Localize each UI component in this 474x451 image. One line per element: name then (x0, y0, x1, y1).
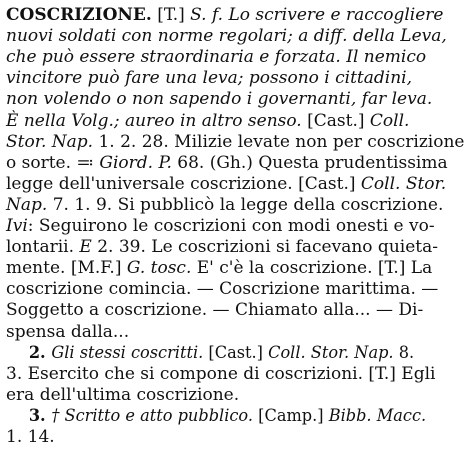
quote-text: 68. (Gh.) Questa prudentissima (171, 152, 448, 173)
citation-source: Nap. (6, 194, 48, 215)
entry-line (6, 363, 468, 385)
quote-text: 3. Esercito che si compone di coscrizioni. [T.] Egli (6, 363, 436, 384)
source-tag: [Camp.] (253, 405, 329, 426)
definition-text: non volendo o non sapendo i governanti, far leva. (6, 89, 433, 110)
definition-text: È nella Volg.; aureo in altro senso. (6, 110, 302, 131)
entry-line (6, 236, 468, 258)
quote-text: 1. 14. (6, 427, 55, 447)
dictionary-entry (6, 4, 468, 447)
entry-line (6, 173, 468, 195)
entry-line (6, 257, 468, 279)
source-tag: [Cast.] (203, 342, 269, 363)
quote-text: Soggetto a coscrizione. — Chiamato alla... — Di- (6, 300, 424, 321)
quote-text: legge dell'universale coscrizione. [Cast.] (6, 173, 361, 194)
sense-number: 2. (28, 342, 52, 363)
quote-text: era dell'ultima coscrizione. (6, 384, 240, 405)
definition-text: S. f. Lo scrivere e raccogliere (190, 5, 444, 25)
quote-text: 8. (393, 342, 415, 363)
entry-line (6, 67, 468, 89)
definition-text: vincitore può fare una leva; possono i cittadini, (6, 68, 412, 89)
quote-text: spensa dalla... (6, 321, 130, 342)
entry-line (6, 4, 468, 26)
citation-source: Coll. Stor. (360, 173, 447, 194)
definition-text: † Scritto e atto pubblico. (51, 405, 254, 426)
citation-source: E (79, 237, 92, 258)
citation-source: Stor. Nap. (6, 131, 94, 152)
entry-line (6, 110, 468, 132)
entry-line (6, 278, 468, 300)
citation-source: Coll. (369, 110, 410, 131)
citation-source: Giord. P. (99, 152, 172, 173)
entry-line (6, 342, 468, 364)
entry-line (6, 405, 468, 427)
source-tag: [Cast.] (301, 110, 370, 131)
citation-source: Coll. Stor. Nap. (268, 342, 394, 363)
entry-line (6, 426, 468, 448)
quote-text: E' c'è la coscrizione. [T.] La (191, 258, 433, 279)
quote-text: : Seguirono le coscrizioni con modi onesti e vo- (27, 216, 435, 236)
definition-text: che può essere straordinaria e forzata. Il nemico (6, 47, 427, 68)
quote-text: o sorte. ≕ (6, 152, 100, 173)
entry-line (6, 321, 468, 343)
entry-line (6, 194, 468, 216)
entry-line (6, 25, 468, 47)
source-tag: [T.] (151, 5, 191, 25)
sense-number: 3. (28, 405, 52, 426)
quote-text: lontarii. (6, 237, 80, 258)
citation-source: G. tosc. (126, 258, 192, 279)
quote-text: 7. 1. 9. Si pubblicò la legge della coscrizione. (47, 194, 444, 215)
definition-text: nuovi soldati con norme regolari; a diff. della Leva, (6, 26, 447, 47)
entry-line (6, 88, 468, 110)
citation-source: Ivi (6, 216, 28, 236)
definition-text: Gli stessi coscritti. (51, 342, 204, 363)
citation-source: Bibb. Macc. (328, 405, 427, 426)
entry-line (6, 46, 468, 68)
quote-text: mente. [M.F.] (6, 258, 127, 279)
entry-line (6, 299, 468, 321)
entry-line (6, 215, 468, 237)
entry-line (6, 152, 468, 174)
headword: COSCRIZIONE. (6, 5, 152, 25)
entry-line (6, 384, 468, 406)
quote-text: 2. 39. Le coscrizioni si facevano quieta- (91, 237, 438, 258)
quote-text: coscrizione comincia. — Coscrizione marittima. — (6, 279, 439, 300)
entry-line (6, 131, 468, 153)
quote-text: 1. 2. 28. Milizie levate non per coscrizione (93, 131, 465, 152)
